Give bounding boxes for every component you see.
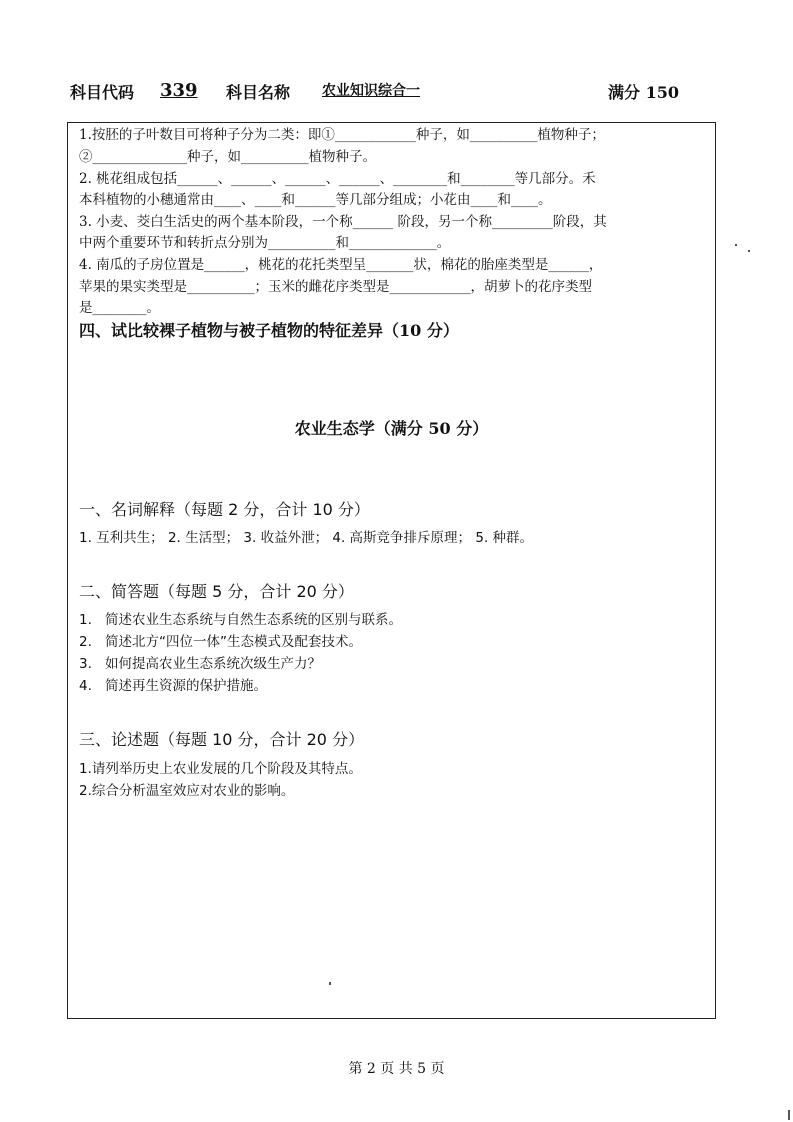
fill-line: 本科植物的小穗通常由____、____和______等几部分组成；小花由____和____。: [79, 192, 552, 208]
list-item: 3. 如何提高农业生态系统次级生产力？: [79, 656, 321, 672]
full-score: 满分 150: [608, 83, 679, 102]
fill-line: 4. 南瓜的子房位置是______，桃花的花托类型呈_______状，棉花的胎座类型是______，: [79, 257, 603, 273]
scan-speck: [735, 244, 737, 246]
page-number: 第 2 页 共 5 页: [348, 1061, 445, 1077]
subject-code-label: 科目代码: [70, 83, 135, 102]
section-terms-heading: 一、名词解释（每题 2 分，合计 10 分）: [79, 500, 370, 519]
short-answer-list: [79, 609, 402, 697]
scan-speck: [788, 1110, 790, 1120]
fill-line: 是________。: [79, 300, 160, 316]
list-item: 2.综合分析温室效应对农业的影响。: [79, 783, 295, 799]
scan-speck: [748, 250, 750, 252]
fill-line: 苹果的果实类型是__________；玉米的雌花序类型是____________，胡萝卜的花序类型: [79, 279, 592, 295]
fill-line: 3. 小麦、茭白生活史的两个基本阶段，一个称______ 阶段，另一个称_________阶段，其: [79, 214, 607, 230]
subject-code: 339: [160, 80, 198, 101]
list-item: 2. 简述北方“四位一体”生态模式及配套技术。: [79, 634, 362, 650]
fill-line: ②______________种子，如__________植物种子。: [79, 149, 376, 165]
section-four-heading: 四、试比较裸子植物与被子植物的特征差异（10 分）: [79, 321, 459, 340]
subject-name: 农业知识综合一: [322, 83, 420, 99]
list-item: 1. 简述农业生态系统与自然生态系统的区别与联系。: [79, 612, 402, 628]
list-item: 4. 简述再生资源的保护措施。: [79, 678, 267, 694]
terms-list: 1. 互利共生； 2. 生活型； 3. 收益外泄； 4. 高斯竞争排斥原理； 5. 种群。: [79, 530, 534, 546]
fill-line: 1.按胚的子叶数目可将种子分为二类：即①____________种子，如__________植物种子；: [79, 127, 605, 143]
list-item: 1.请列举历史上农业发展的几个阶段及其特点。: [79, 761, 362, 777]
scan-speck: [329, 982, 331, 985]
essay-list: [79, 758, 362, 802]
subject-name-label: 科目名称: [226, 83, 291, 102]
fill-line: 2. 桃花组成包括______、______、______、______、________和________等几部分。禾: [79, 171, 596, 187]
section-essay-heading: 三、论述题（每题 10 分，合计 20 分）: [79, 730, 365, 749]
exam-header: [70, 80, 710, 106]
fill-line: 中两个重要环节和转折点分别为__________和_____________。: [79, 235, 451, 251]
section-short-answer-heading: 二、简答题（每题 5 分，合计 20 分）: [79, 582, 354, 601]
ecology-title: 农业生态学（满分 50 分）: [294, 419, 489, 438]
